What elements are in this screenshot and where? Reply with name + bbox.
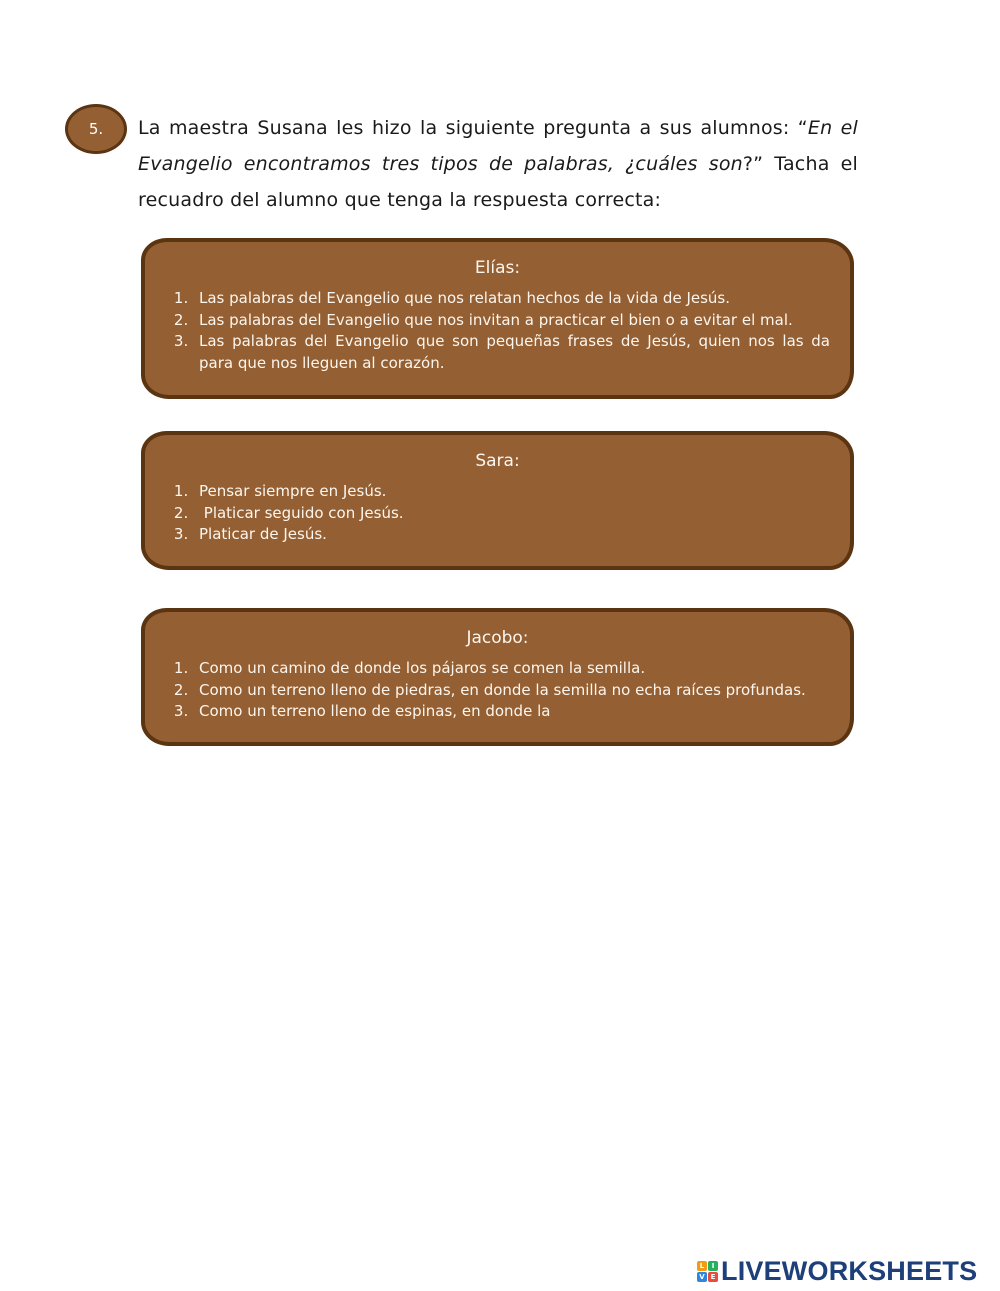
answer-name-elias: Elías: <box>474 258 521 278</box>
question-text-italic: En el Evangelio encontramos tres tipos de palabras, ¿cuáles son <box>138 117 858 175</box>
list-item: 3. Como un terreno lleno de espinas, en donde la <box>193 701 830 723</box>
list-item: 2. Como un terreno lleno de piedras, en donde la semilla no echa raíces profundas. <box>193 680 830 702</box>
logo-tile: I <box>708 1261 718 1271</box>
logo-tile: V <box>697 1272 707 1282</box>
liveworksheets-logo <box>697 1256 977 1286</box>
answer-box-jacobo[interactable] <box>141 608 854 746</box>
answer-list-jacobo <box>145 658 850 723</box>
answer-box-elias[interactable] <box>141 238 854 399</box>
list-item: 2. Platicar seguido con Jesús. <box>193 503 830 525</box>
list-item: 3. Platicar de Jesús. <box>193 524 830 546</box>
answer-list-elias <box>145 288 850 374</box>
logo-tile: L <box>697 1261 707 1271</box>
answer-list-sara <box>145 481 850 546</box>
question-number: 5. <box>88 120 104 138</box>
answer-box-sara[interactable] <box>141 431 854 570</box>
answer-name-jacobo: Jacobo: <box>466 628 529 648</box>
list-item: 1. Pensar siempre en Jesús. <box>193 481 830 503</box>
list-item: 1. Como un camino de donde los pájaros se comen la semilla. <box>193 658 830 680</box>
list-item: 3. Las palabras del Evangelio que son pequeñas frases de Jesús, quien nos las da para que nos lleguen al corazón. <box>193 331 830 374</box>
question-text-part1: La maestra Susana les hizo la siguiente pregunta a sus alumnos: “ <box>138 117 808 139</box>
logo-text: LIVEWORKSHEETS <box>721 1255 978 1286</box>
logo-grid-icon <box>697 1261 718 1282</box>
list-item: 1. Las palabras del Evangelio que nos relatan hechos de la vida de Jesús. <box>193 288 830 310</box>
answer-name-sara: Sara: <box>475 451 520 471</box>
list-item: 2. Las palabras del Evangelio que nos invitan a practicar el bien o a evitar el mal. <box>193 310 830 332</box>
question-number-badge <box>65 104 127 154</box>
question-text <box>138 110 858 218</box>
question-text-part2: ?” Tacha el recuadro del alumno que tenga la respuesta correcta: <box>138 153 858 211</box>
logo-tile: E <box>708 1272 718 1282</box>
